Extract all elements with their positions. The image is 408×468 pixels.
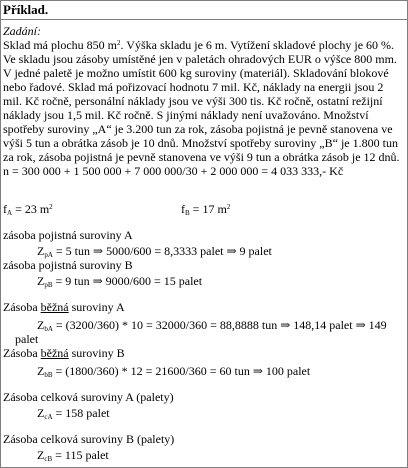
paragraph-line: V jedné paletě je možno umístit 600 kg suroviny (materiál). Skladování blokové: [3, 66, 389, 80]
heading-celkova-a: Zásoba celková suroviny A (palety): [3, 390, 174, 404]
formula-fa: $f_A = 23$ $m^2$: [3, 202, 53, 217]
paragraph-line: za rok, zásoba pojistná je pevně stanovena ve výši 9 tun a obrátka zásob je 12 dnů.: [3, 150, 400, 164]
heading-pojistna-b: zásoba pojistná suroviny B: [3, 258, 133, 272]
formula-zpa: $Z_{pA} = 5$ tun ⇒ 5000/600 = 8,3333 palet ⇒ 9 palet: [37, 244, 272, 259]
formula-fb: $f_B = 17$ $m^2$: [181, 202, 231, 217]
heading-bezna-a: Zásoba běžná suroviny A: [3, 300, 125, 314]
document-title: Příklad.: [3, 2, 49, 17]
paragraph-line: Ve skladu jsou zásoby umístěné jen v paletách ohradových EUR o výšce 800 mm.: [3, 52, 397, 66]
formula-zba: $Z_{bA} = (3200/360) * 10 = 32000/360 = 88,8888$ tun ⇒ 148,14 palet ⇒ 149: [37, 318, 387, 333]
formula-zcb: $Z_{cB} = 115$ palet: [37, 448, 109, 463]
formula-zba-cont: palet: [15, 332, 39, 346]
formula-zca: $Z_{cA} = 158$ palet: [37, 406, 110, 421]
paragraph-line: mil. Kč ročně, personální náklady jsou ve výši 300 tis. Kč ročně, ostatní režijní: [3, 94, 383, 108]
formula-zpb: $Z_{pB} = 9$ tun ⇒ 9000/600 = 15 palet: [37, 274, 203, 289]
paragraph-line: nebo řadové. Sklad má pořizovací hodnotu 7 mil. Kč, náklady na energii jsou 2: [3, 80, 384, 94]
formula-n: n = 300 000 + 1 500 000 + 7 000 000/30 + 2 000 000 = 4 033 333,- Kč: [3, 164, 344, 178]
paragraph-line: náklady jsou 1,5 mil. Kč ročně. S jinými náklady není uvažováno. Množství: [3, 108, 369, 122]
paragraph-line: Sklad má plochu 850 $m^2$. Výška skladu je 6 m. Vytížení skladové plochy je 60 %.: [3, 38, 395, 52]
heading-pojistna-a: zásoba pojistná suroviny A: [3, 228, 133, 242]
zadani-label: Zadání:: [3, 24, 42, 38]
paragraph-line: výši 5 tun a obrátka zásob je 10 dnů. Množství spotřeby suroviny „B“ je 1.800 tun: [3, 136, 398, 150]
formula-zbb: $Z_{bB} = (1800/360) * 12 = 21600/360 = 60$ tun ⇒ 100 palet: [37, 364, 311, 379]
paragraph-line: spotřeby suroviny „A“ je 3.200 tun za rok, zásoba pojistná je pevně stanovena ve: [3, 122, 393, 136]
heading-celkova-b: Zásoba celková suroviny B (palety): [3, 432, 175, 446]
heading-bezna-b: Zásoba běžná suroviny B: [3, 346, 125, 360]
title-cell: [1, 1, 407, 20]
